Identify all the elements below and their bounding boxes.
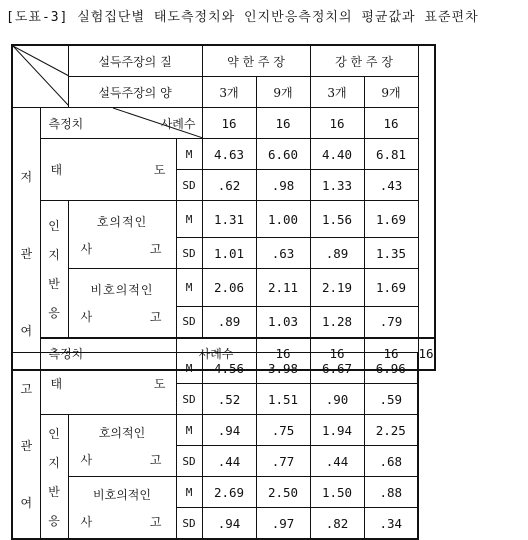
qty-header: 3개 — [202, 77, 256, 108]
low-n-label-cell — [40, 108, 202, 139]
cell-n: 16 — [310, 108, 364, 139]
high-involvement-label: 고 관 여 — [12, 353, 40, 540]
stat-m: M — [176, 415, 202, 446]
stat-m: M — [176, 353, 202, 384]
favorable-thought-label: 호의적인 사 고 — [68, 415, 176, 477]
qty-header: 3개 — [310, 77, 364, 108]
cell-value: .94 — [202, 415, 256, 446]
stat-sd: SD — [176, 446, 202, 477]
cell-value: 1.03 — [256, 306, 310, 338]
cell-value: .44 — [202, 446, 256, 477]
stat-sd: SD — [176, 170, 202, 201]
weak-argument-header: 약 한 주 장 — [202, 45, 310, 77]
cell-value: .52 — [202, 384, 256, 415]
cell-value: 6.67 — [310, 353, 364, 384]
cell-value: 3.98 — [256, 353, 310, 384]
cases-label: 사례수 — [160, 116, 196, 131]
cognitive-response-label: 인 지 반 응 — [40, 201, 68, 338]
high-n-label-cell: 측정치 — [40, 338, 176, 370]
cell-value: .68 — [364, 446, 418, 477]
cell-value: 1.00 — [256, 201, 310, 238]
cell-value: .59 — [364, 384, 418, 415]
stats-table — [11, 44, 436, 371]
cell-value: .34 — [364, 508, 418, 540]
qty-header: 9개 — [256, 77, 310, 108]
cell-value: .98 — [256, 170, 310, 201]
cell-value: .90 — [310, 384, 364, 415]
stat-sd: SD — [176, 384, 202, 415]
favorable-thought-label: 호의적인 사 고 — [68, 201, 176, 269]
cell-value: 1.31 — [202, 201, 256, 238]
cell-value: .94 — [202, 508, 256, 540]
low-n-blank — [12, 108, 40, 139]
cell-value: 1.69 — [364, 201, 418, 238]
cell-value: .63 — [256, 238, 310, 269]
header-diagonal-cell — [12, 45, 68, 108]
cell-n: 16 — [202, 108, 256, 139]
stats-table-high — [11, 352, 419, 540]
cell-value: .89 — [202, 306, 256, 338]
cases-label: 사례수 — [176, 338, 256, 370]
cell-value: 4.63 — [202, 139, 256, 170]
cell-value: 1.51 — [256, 384, 310, 415]
cell-value: .97 — [256, 508, 310, 540]
table-caption: [도표-3] 실험집단별 태도측정치와 인지반응측정치의 평균값과 표준편차 — [6, 10, 479, 25]
cell-value: 2.19 — [310, 269, 364, 306]
unfavorable-thought-label: 비호의적인 사 고 — [68, 269, 176, 338]
unfavorable-thought-label: 비호의적인 사 고 — [68, 477, 176, 540]
cell-n: 16 — [256, 108, 310, 139]
cell-value: 1.28 — [310, 306, 364, 338]
cell-value: .82 — [310, 508, 364, 540]
cell-value: .75 — [256, 415, 310, 446]
cell-n: 16 — [310, 338, 364, 370]
qty-header: 9개 — [364, 77, 418, 108]
cell-value: 1.35 — [364, 238, 418, 269]
stat-sd: SD — [176, 508, 202, 540]
stat-m: M — [176, 201, 202, 238]
cell-value: 2.50 — [256, 477, 310, 508]
cell-value: .89 — [310, 238, 364, 269]
cell-value: 2.69 — [202, 477, 256, 508]
cell-value: 1.01 — [202, 238, 256, 269]
cell-value: .62 — [202, 170, 256, 201]
cell-value: 6.96 — [364, 353, 418, 384]
attitude-label-cell: 태 도 — [40, 139, 176, 201]
cell-value: 6.60 — [256, 139, 310, 170]
quality-label: 설득주장의 질 — [68, 45, 202, 77]
stat-m: M — [176, 139, 202, 170]
stat-sd: SD — [176, 306, 202, 338]
cell-n: 16 — [364, 108, 418, 139]
cell-value: .44 — [310, 446, 364, 477]
cell-value: 1.69 — [364, 269, 418, 306]
measure-label: 측정치 — [48, 116, 84, 131]
cell-value: .77 — [256, 446, 310, 477]
attitude-label-cell: 태 도 — [40, 353, 176, 415]
strong-argument-header: 강 한 주 장 — [310, 45, 418, 77]
cell-value: .88 — [364, 477, 418, 508]
cell-value: .79 — [364, 306, 418, 338]
quantity-label: 설득주장의 양 — [68, 77, 202, 108]
stat-m: M — [176, 477, 202, 508]
cell-value: 1.56 — [310, 201, 364, 238]
cell-value: 2.11 — [256, 269, 310, 306]
cell-value: 4.40 — [310, 139, 364, 170]
cell-n: 16 — [418, 338, 435, 370]
diagonal-lines — [13, 46, 69, 106]
cell-value: 6.81 — [364, 139, 418, 170]
cell-value: 4.56 — [202, 353, 256, 384]
low-involvement-label: 저 관 여 — [12, 139, 40, 370]
cell-n: 16 — [364, 338, 418, 370]
cell-value: 1.94 — [310, 415, 364, 446]
cell-value: .43 — [364, 170, 418, 201]
cell-value: 1.50 — [310, 477, 364, 508]
cell-value: 2.25 — [364, 415, 418, 446]
cell-value: 2.06 — [202, 269, 256, 306]
stat-sd: SD — [176, 238, 202, 269]
cell-n: 16 — [256, 338, 310, 370]
cell-value: 1.33 — [310, 170, 364, 201]
stat-m: M — [176, 269, 202, 306]
cognitive-response-label: 인 지 반 응 — [40, 415, 68, 540]
